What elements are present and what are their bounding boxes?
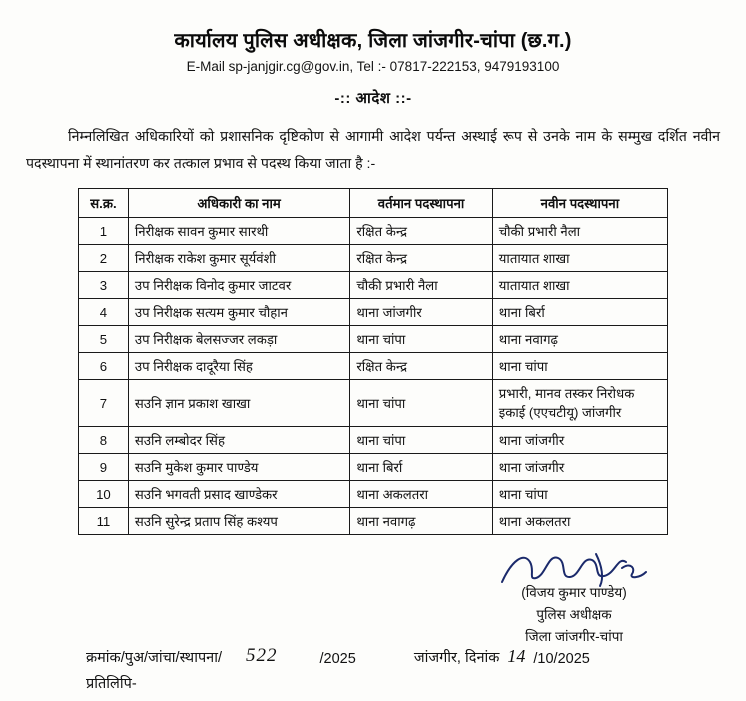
column-header-sno: स.क्र. (79, 189, 129, 218)
memo-row (0, 645, 746, 667)
cell-current-posting: थाना अकलतरा (350, 481, 492, 508)
cell-current-posting: थाना नवागढ़ (350, 508, 492, 535)
cell-new-posting: यातायात शाखा (492, 272, 667, 299)
table-row (79, 272, 668, 299)
document-footer (0, 645, 746, 693)
cell-current-posting: थाना चांपा (350, 427, 492, 454)
cell-sno: 9 (79, 454, 129, 481)
transfer-table (78, 188, 668, 535)
cell-current-posting: रक्षित केन्द्र (350, 353, 492, 380)
table-body (79, 218, 668, 535)
contact-line: E-Mail sp-janjgir.cg@gov.in, Tel :- 07817-222153, 9479193100 (186, 59, 560, 74)
cell-sno: 1 (79, 218, 129, 245)
table-row (79, 508, 668, 535)
table-row (79, 353, 668, 380)
memo-year: /2025 (319, 651, 356, 667)
table-row (79, 380, 668, 427)
place-and-date-label: जांजगीर, दिनांक (413, 650, 500, 666)
cell-new-posting: यातायात शाखा (492, 245, 667, 272)
cell-sno: 7 (79, 380, 129, 427)
cell-new-posting: थाना जांजगीर (492, 427, 667, 454)
cell-officer-name: निरीक्षक सावन कुमार सारथी (128, 218, 349, 245)
signatory-district: जिला जांजगीर-चांपा (525, 629, 623, 644)
cell-new-posting: थाना बिर्रा (492, 299, 667, 326)
cell-sno: 4 (79, 299, 129, 326)
cell-new-posting: प्रभारी, मानव तस्कर निरोधक इकाई (एएचटीयू) जांजगीर (492, 380, 667, 427)
cell-officer-name: सउनि सुरेन्द्र प्रताप सिंह कश्यप (128, 508, 349, 535)
date-month-year: /10/2025 (533, 651, 590, 667)
cell-officer-name: सउनि लम्बोदर सिंह (128, 427, 349, 454)
memo-number: 522 (246, 645, 278, 666)
document-header (0, 0, 746, 108)
table-row (79, 218, 668, 245)
cell-new-posting: थाना नवागढ़ (492, 326, 667, 353)
table-row (79, 454, 668, 481)
cell-sno: 6 (79, 353, 129, 380)
cell-current-posting: थाना चांपा (350, 326, 492, 353)
cell-officer-name: उप निरीक्षक दादूरैया सिंह (128, 353, 349, 380)
table-row (79, 326, 668, 353)
table-row (79, 481, 668, 508)
table-row (79, 245, 668, 272)
signatory-name: (विजय कुमार पाण्डेय) (521, 585, 627, 600)
cell-new-posting: थाना चांपा (492, 353, 667, 380)
table-header-row (79, 189, 668, 218)
cell-current-posting: थाना बिर्रा (350, 454, 492, 481)
handwritten-signature-icon (484, 548, 664, 586)
signature-block (484, 548, 664, 648)
cell-new-posting: चौकी प्रभारी नैला (492, 218, 667, 245)
date-day-value: 14 (507, 646, 526, 666)
memo-label: क्रमांक/पुअ/जांचा/स्थापना/ (86, 650, 223, 666)
cell-new-posting: थाना जांजगीर (492, 454, 667, 481)
cell-officer-name: उप निरीक्षक बेलसज्जर लकड़ा (128, 326, 349, 353)
column-header-current-posting: वर्तमान पदस्थापना (350, 189, 492, 218)
cell-officer-name: सउनि ज्ञान प्रकाश खाखा (128, 380, 349, 427)
cell-sno: 3 (79, 272, 129, 299)
cell-officer-name: सउनि मुकेश कुमार पाण्डेय (128, 454, 349, 481)
cell-sno: 5 (79, 326, 129, 353)
signatory-designation: पुलिस अधीक्षक (536, 607, 612, 622)
intro-paragraph: निम्नलिखित अधिकारियों को प्रशासनिक दृष्टिकोण से आगामी आदेश पर्यन्त अस्थाई रूप से उनके नाम के सम्मुख दर्शित नवीन पदस्थापना में स्थानांतरण कर तत्काल प्रभाव से पदस्थ किया जाता है :- (26, 129, 720, 172)
cell-current-posting: रक्षित केन्द्र (350, 218, 492, 245)
table-header (79, 189, 668, 218)
cell-sno: 11 (79, 508, 129, 535)
cell-officer-name: सउनि भगवती प्रसाद खाण्डेकर (128, 481, 349, 508)
cell-current-posting: रक्षित केन्द्र (350, 245, 492, 272)
transfer-table-wrapper (78, 188, 668, 535)
cell-new-posting: थाना चांपा (492, 481, 667, 508)
office-title: कार्यालय पुलिस अधीक्षक, जिला जांजगीर-चांपा (छ.ग.) (174, 30, 572, 52)
cell-sno: 2 (79, 245, 129, 272)
cell-sno: 10 (79, 481, 129, 508)
table-row (79, 299, 668, 326)
order-heading: -:: आदेश ::- (334, 90, 412, 107)
table-row (79, 427, 668, 454)
cell-new-posting: थाना अकलतरा (492, 508, 667, 535)
cell-sno: 8 (79, 427, 129, 454)
cell-officer-name: निरीक्षक राकेश कुमार सूर्यवंशी (128, 245, 349, 272)
cell-current-posting: थाना चांपा (350, 380, 492, 427)
cell-officer-name: उप निरीक्षक सत्यम कुमार चौहान (128, 299, 349, 326)
cell-officer-name: उप निरीक्षक विनोद कुमार जाटवर (128, 272, 349, 299)
cell-current-posting: थाना जांजगीर (350, 299, 492, 326)
cell-current-posting: चौकी प्रभारी नैला (350, 272, 492, 299)
copy-to-label: प्रतिलिपि- (86, 676, 137, 692)
column-header-new-posting: नवीन पदस्थापना (492, 189, 667, 218)
column-header-officer-name: अधिकारी का नाम (128, 189, 349, 218)
